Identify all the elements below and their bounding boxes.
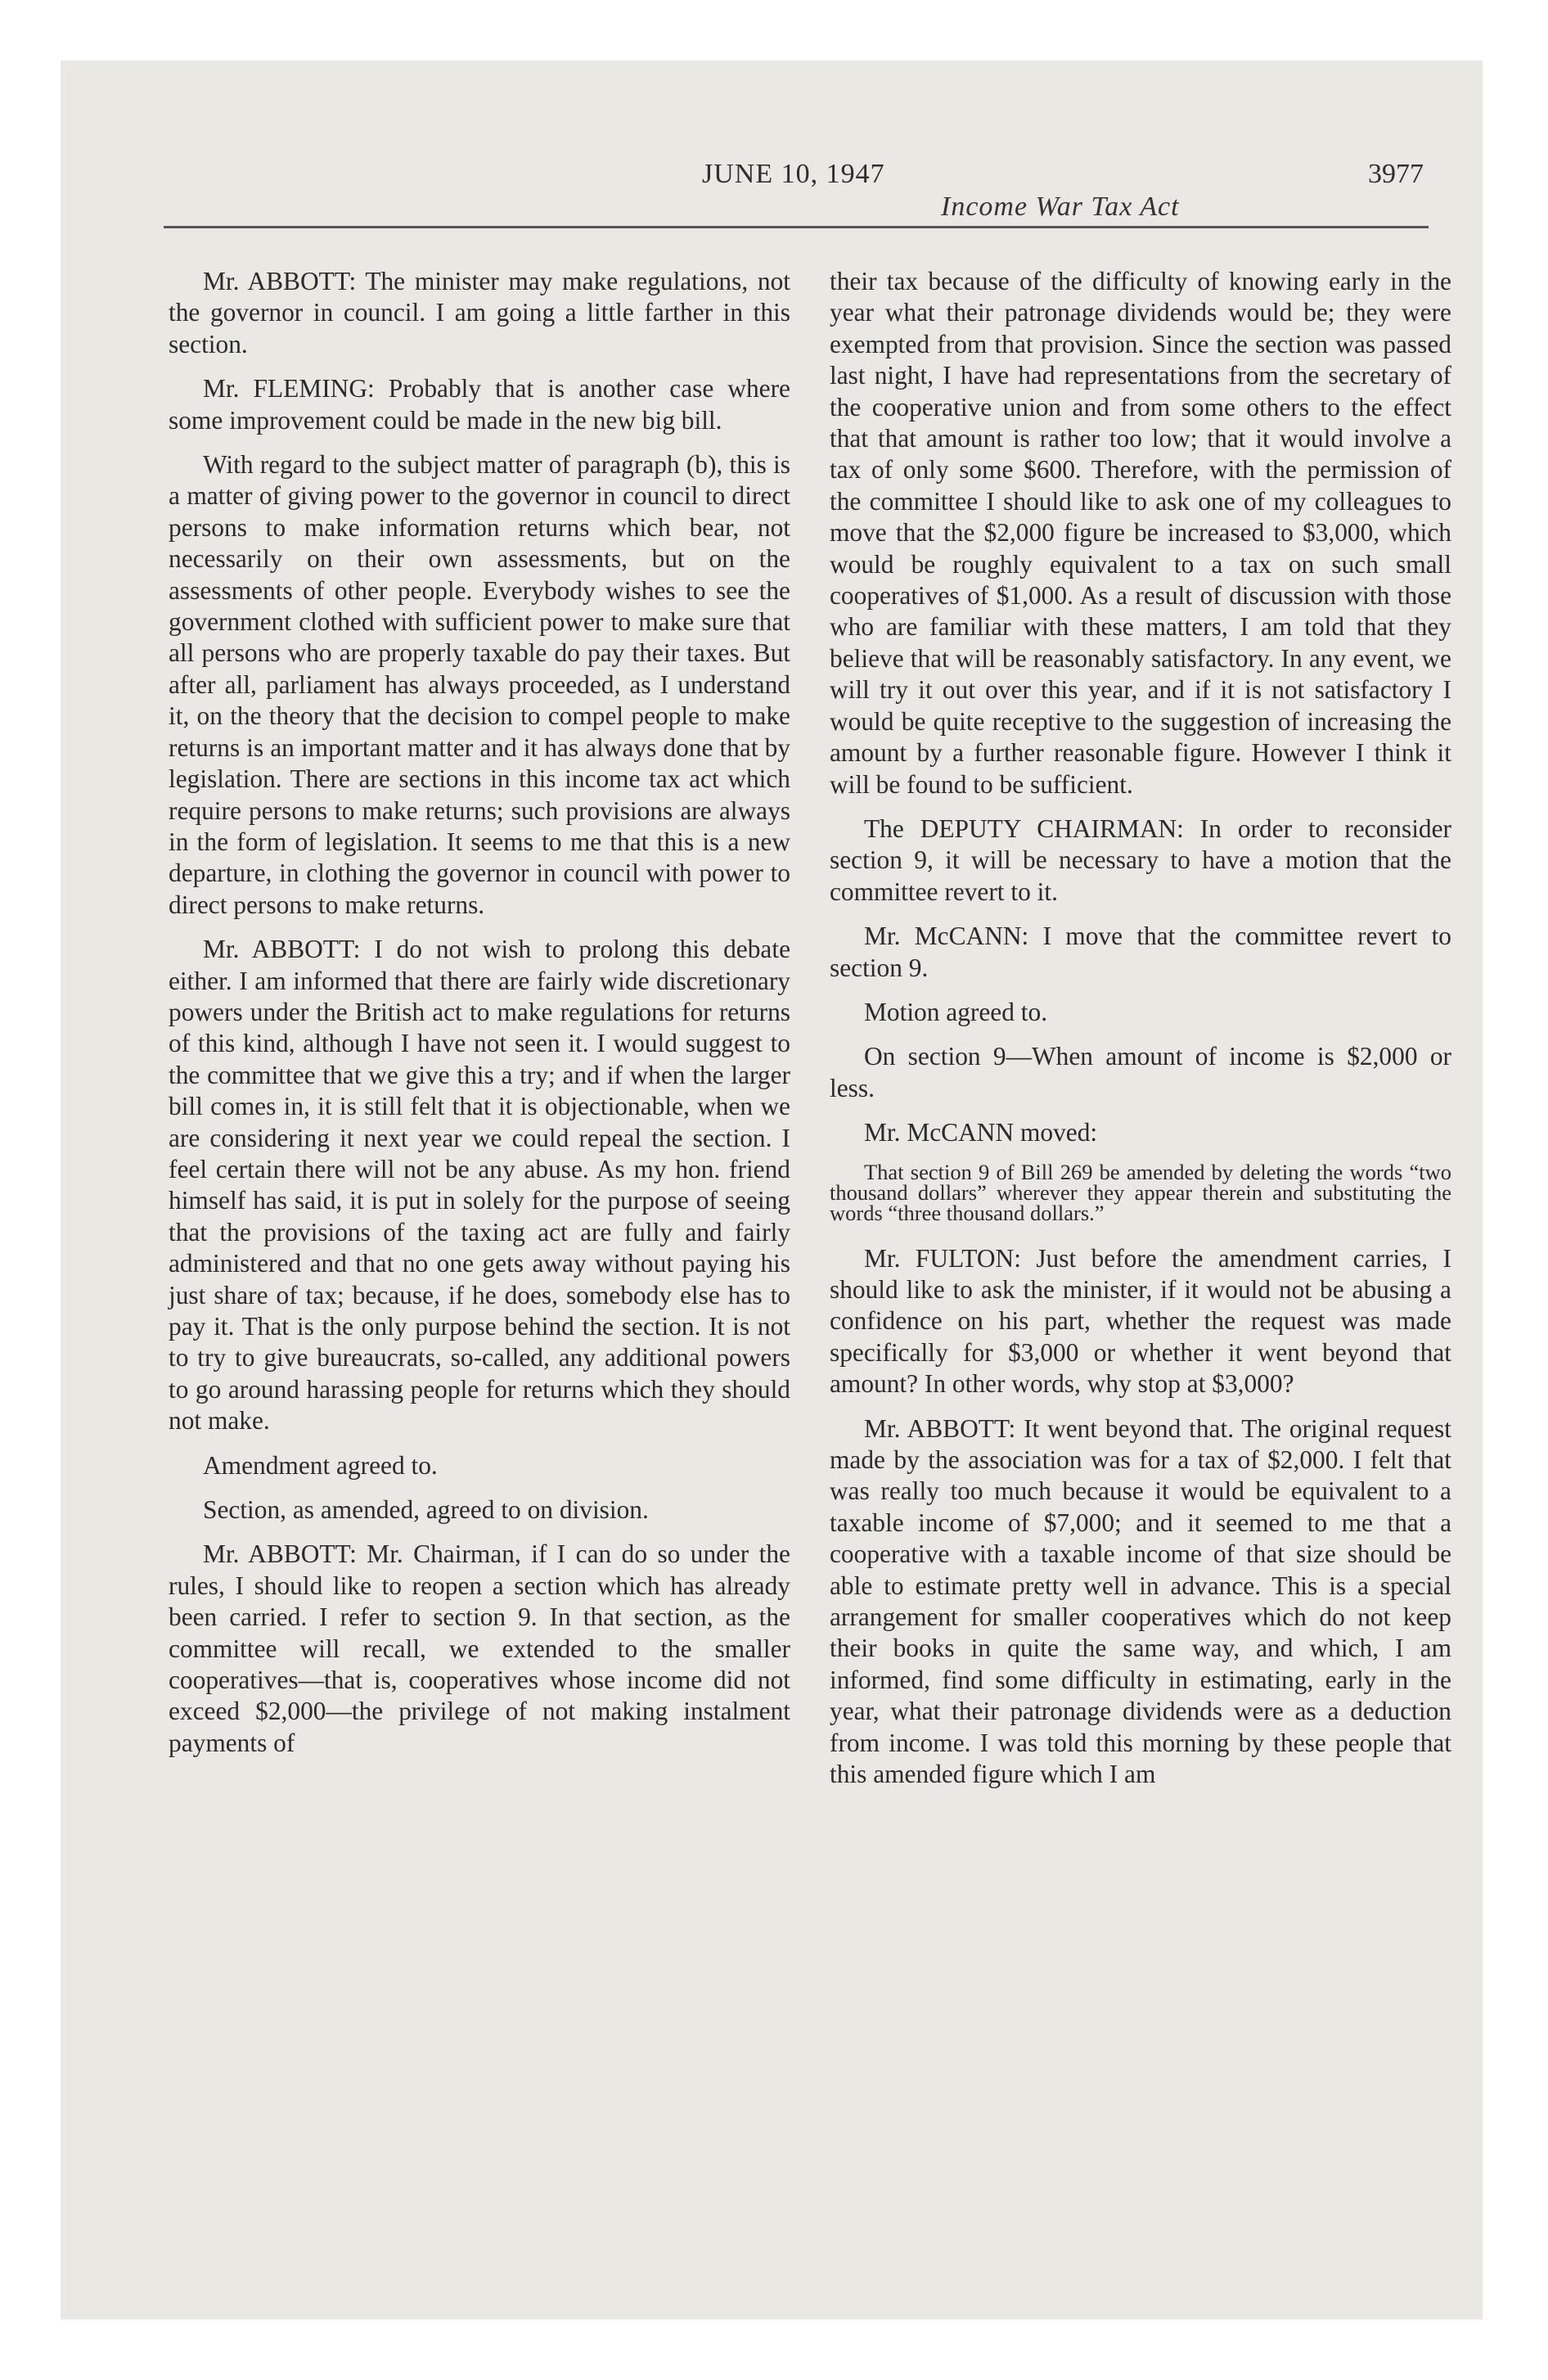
paragraph: With regard to the subject matter of paragraph (b), this is a matter of giving power to the governor in council to direct persons to make information returns which bear, not necessarily on their own assessments, but on the assessments of other people. Everybody wishes to see the government clothed with sufficient power to make sure that all persons who are properly taxable do pay their taxes. But after all, parliament has always proceeded, as I understand it, on the theory that the decision to compel people to make returns is an important matter and it has always done that by legislation. There are sections in this income tax act which require persons to make returns; such provisions are always in the form of legislation. It seems to me that this is a new departure, in clothing the governor in council with power to direct persons to make returns. xyxy=(169,450,790,919)
header-rule xyxy=(164,226,1429,228)
section-heading: On section 9—When amount of income is $2,000 or less. xyxy=(830,1042,1451,1102)
paragraph: Mr. McCANN moved: xyxy=(864,1118,1098,1147)
paragraph: Mr. ABBOTT: I do not wish to prolong this debate either. I am informed that there are fairly wide discretionary powers under the British act to make regulations for returns of this kind, although I have not seen it. I would suggest to the committee that we give this a try; and if when the larger bill comes in, it is still felt that it is objectionable, when we are considering it next year we could repeal the section. I feel certain there will not be any abuse. As my hon. friend himself has said, it is put in solely for the purpose of seeing that the provisions of the taxing act are fully and fairly administered and that no one gets away without paying his just share of tax; because, if he does, somebody else has to pay it. That is the only purpose behind the section. It is not to try to give bureaucrats, so-called, any additional powers to go around harassing people for returns which they should not make. xyxy=(169,935,790,1436)
paragraph: Motion agreed to. xyxy=(864,997,1048,1026)
paragraph: Mr. McCANN: I move that the committee revert to section 9. xyxy=(830,922,1451,982)
paragraph: The DEPUTY CHAIRMAN: In order to reconsider section 9, it will be necessary to have a motion that the committee revert to it. xyxy=(830,814,1451,906)
page-number: 3977 xyxy=(1368,159,1424,189)
running-title: Income War Tax Act xyxy=(941,192,1180,222)
paragraph: Mr. FLEMING: Probably that is another case where some improvement could be made in the new big bill. xyxy=(169,374,790,435)
motion-quote: That section 9 of Bill 269 be amended by deleting the words “two thousand dollars” wherever they appear therein and substituting the words “three thousand dollars.” xyxy=(830,1159,1451,1225)
paragraph: their tax because of the difficulty of knowing early in the year what their patronage dividends would be; they were exempted from that provision. Since the section was passed last night, I have had representations from the secretary of the cooperative union and from some others to the effect that that amount is rather too low; that it would involve a tax of only some $600. Therefore, with the permission of the committee I should like to ask one of my colleagues to move that the $2,000 figure be increased to $3,000, which would be roughly equivalent to a tax on such small cooperatives of $1,000. As a result of discussion with those who are familiar with these matters, I am told that they believe that will be reasonably satisfactory. In any event, we will try it out over this year, and if it is not satisfactory I would be quite receptive to the suggestion of increasing the amount by a further reasonable figure. However I think it will be found to be sufficient. xyxy=(830,267,1451,799)
right-column xyxy=(830,266,1451,1803)
paragraph: Mr. ABBOTT: Mr. Chairman, if I can do so under the rules, I should like to reopen a section which has already been carried. I refer to section 9. In that section, as the committee will recall, we extended to the smaller cooperatives—that is, cooperatives whose income did not exceed $2,000—the privilege of not making instalment payments of xyxy=(169,1539,790,1757)
paragraph: Mr. FULTON: Just before the amendment carries, I should like to ask the minister, if it would not be abusing a confidence on his part, whether the request was made specifically for $3,000 or whether it went beyond that amount? In other words, why stop at $3,000? xyxy=(830,1243,1451,1399)
paragraph: Mr. ABBOTT: It went beyond that. The original request made by the association was for a tax of $2,000. I felt that was really too much because it would be equivalent to a taxable income of $7,000; and it seemed to me that a cooperative with a taxable income of that size should be able to estimate pretty well in advance. This is a special arrangement for smaller cooperatives which do not keep their books in quite the same way, and which, I am informed, find some difficulty in estimating, early in the year, what their patronage dividends were as a deduction from income. I was told this morning by these people that this amended figure which I am xyxy=(830,1413,1451,1789)
paragraph: Amendment agreed to. xyxy=(203,1450,438,1480)
paragraph: Mr. ABBOTT: The minister may make regulations, not the governor in council. I am going a little farther in this section. xyxy=(169,267,790,358)
paragraph: Section, as amended, agreed to on division. xyxy=(203,1495,649,1525)
page-header xyxy=(164,154,1429,229)
header-date: JUNE 10, 1947 xyxy=(702,159,885,189)
left-column xyxy=(169,266,790,1772)
